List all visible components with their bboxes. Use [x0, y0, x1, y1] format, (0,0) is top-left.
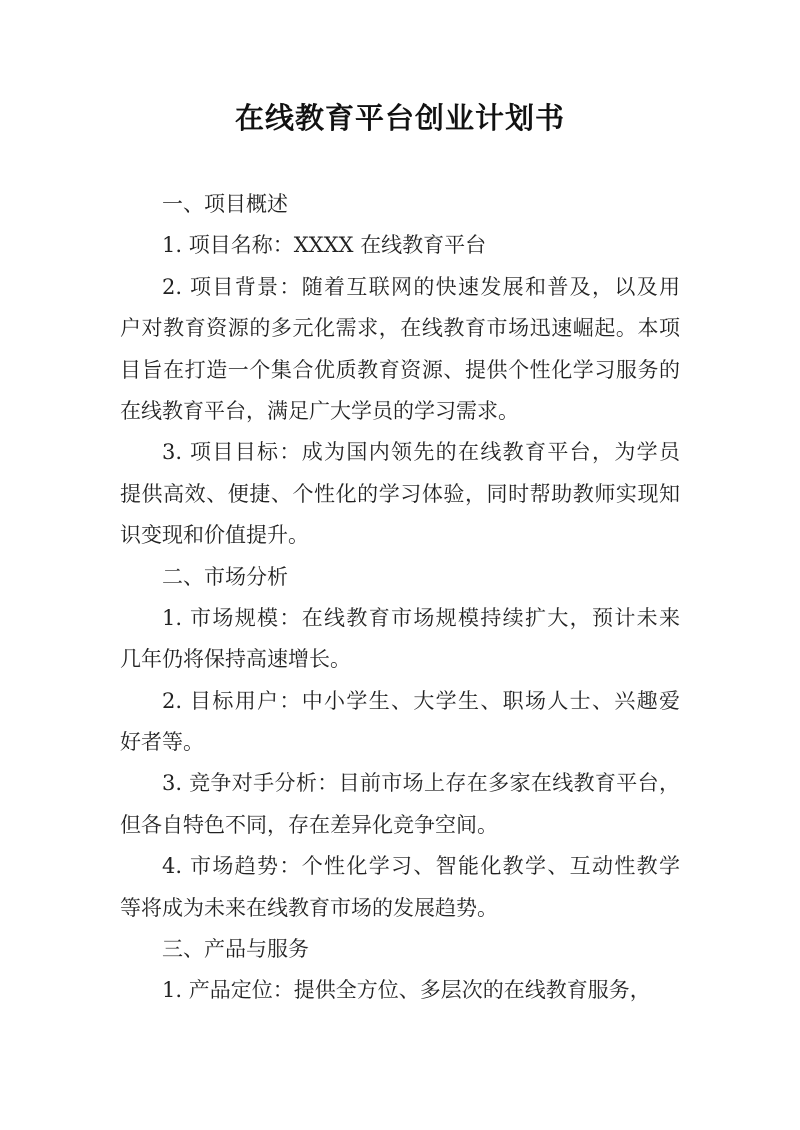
- document-body: [120, 184, 680, 1012]
- paragraph: [120, 432, 680, 556]
- paragraph: [120, 681, 680, 764]
- document-title: 在线教育平台创业计划书: [234, 101, 565, 135]
- text-line: 三、产品与服务: [162, 937, 309, 962]
- text-line: 户对教育资源的多元化需求，在线教育市场迅速崛起。本项: [120, 316, 680, 341]
- paragraph: [120, 970, 680, 1011]
- text-line: 4. 市场趋势：个性化学习、智能化教学、互动性教学: [162, 854, 680, 879]
- paragraph: [120, 763, 680, 846]
- text-line: 3. 竞争对手分析：目前市场上存在多家在线教育平台，: [162, 771, 680, 796]
- text-line: 但各自特色不同，存在差异化竞争空间。: [120, 812, 498, 837]
- text-line: 2. 项目背景：随着互联网的快速发展和普及，以及用: [162, 274, 680, 299]
- text-line: 在线教育平台，满足广大学员的学习需求。: [120, 398, 519, 423]
- paragraph: [120, 225, 680, 266]
- text-line: 1. 项目名称：XXXX 在线教育平台: [162, 233, 487, 258]
- text-line: 好者等。: [120, 730, 204, 755]
- paragraph: [120, 846, 680, 929]
- paragraph: [120, 598, 680, 681]
- text-line: 二、市场分析: [162, 564, 288, 589]
- section-heading: [120, 929, 680, 970]
- text-line: 目旨在打造一个集合优质教育资源、提供个性化学习服务的: [120, 357, 680, 382]
- text-line: 一、项目概述: [162, 192, 288, 216]
- section-heading: [120, 184, 680, 225]
- text-line: 2. 目标用户：中小学生、大学生、职场人士、兴趣爱: [162, 688, 680, 713]
- section-heading: [120, 557, 680, 598]
- text-line: 等将成为未来在线教育市场的发展趋势。: [120, 895, 498, 920]
- text-line: 1. 市场规模：在线教育市场规模持续扩大，预计未来: [162, 605, 680, 630]
- text-line: 几年仍将保持高速增长。: [120, 647, 351, 672]
- text-line: 3. 项目目标：成为国内领先的在线教育平台，为学员: [162, 440, 680, 465]
- text-line: 1. 产品定位：提供全方位、多层次的在线教育服务，: [162, 978, 651, 1003]
- paragraph: [120, 267, 680, 433]
- text-line: 识变现和价值提升。: [120, 523, 309, 548]
- text-line: 提供高效、便捷、个性化的学习体验，同时帮助教师实现知: [120, 481, 680, 506]
